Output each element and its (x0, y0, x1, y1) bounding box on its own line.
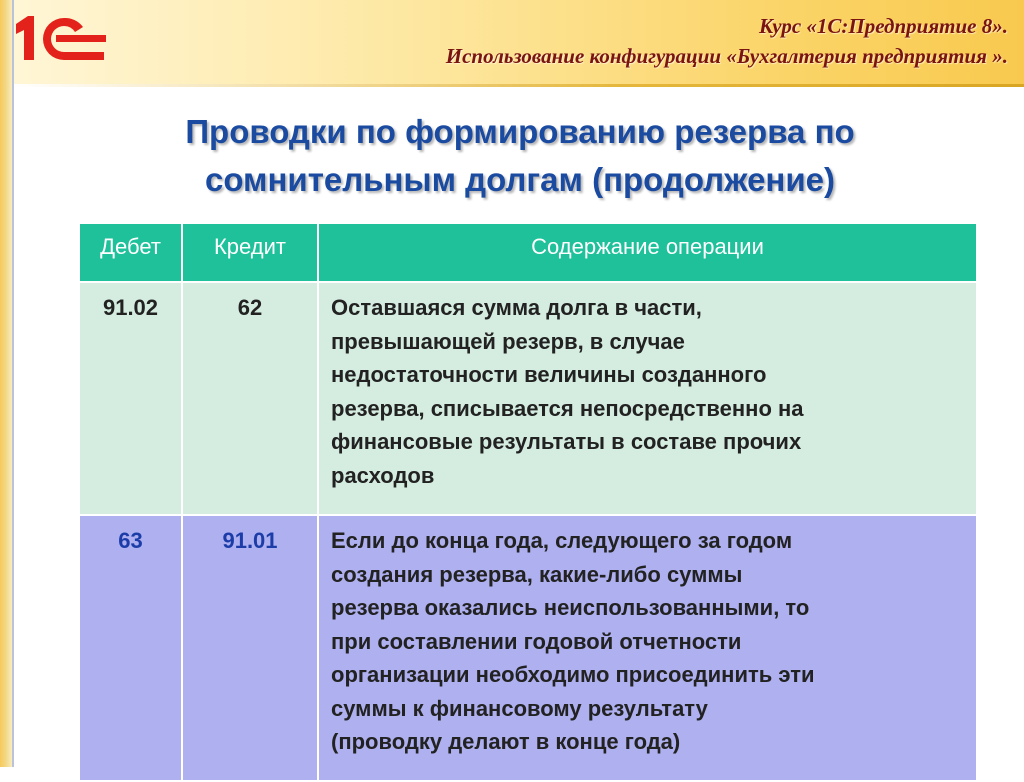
header-banner (14, 0, 1024, 84)
postings-table (78, 222, 978, 782)
description-line: Если до конца года, следующего за годом (331, 528, 793, 553)
course-title-line2: Использование конфигурации «Бухгалтерия предприятия ». (445, 44, 1008, 68)
description-cell (318, 282, 977, 515)
description-line: превышающей резерв, в случае (331, 328, 685, 354)
1c-logo (12, 8, 112, 68)
description-cell (318, 515, 977, 781)
credit-cell: 62 (182, 282, 318, 515)
left-decor-bar (0, 0, 14, 767)
header-divider (14, 84, 1024, 87)
description-line: организации необходимо присоединить эти (331, 662, 815, 687)
table-header-row (79, 223, 977, 282)
slide-title (60, 108, 980, 204)
header-credit: Кредит (182, 223, 318, 282)
description-line: резерва оказались неиспользованными, то (331, 595, 810, 620)
description-line: суммы к финансовому результату (331, 695, 708, 721)
debit-cell: 91.02 (79, 282, 182, 515)
table-row (79, 282, 977, 515)
header-debit: Дебет (79, 223, 182, 282)
table-row (79, 515, 977, 781)
slide-title-line2: сомнительным долгам (продолжение) (204, 161, 835, 198)
description-line: финансовые результаты в составе прочих (331, 429, 802, 454)
description-line: резерва, списывается непосредственно на (331, 395, 804, 421)
description-line: Оставшаяся сумма долга в части, (331, 295, 702, 320)
credit-cell: 91.01 (182, 515, 318, 781)
header-description: Содержание операции (318, 223, 977, 282)
description-line: недостаточности величины созданного (331, 362, 767, 387)
description-line: создания резерва, какие-либо суммы (331, 561, 743, 587)
debit-cell: 63 (79, 515, 182, 781)
description-line: (проводку делают в конце года) (331, 729, 681, 754)
description-line: расходов (331, 462, 435, 488)
description-line: при составлении годовой отчетности (331, 628, 742, 654)
course-title-line1: Курс «1С:Предприятие 8». (758, 14, 1008, 38)
slide-title-line1: Проводки по формированию резерва по (185, 113, 855, 150)
